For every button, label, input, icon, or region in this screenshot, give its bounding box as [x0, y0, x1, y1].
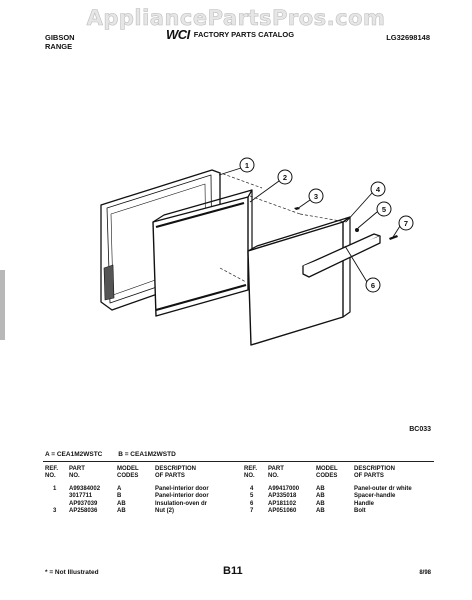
page-number: B11	[223, 565, 243, 577]
table-row: 3 AP258036 AB Nut (2)	[53, 508, 174, 515]
panel-outer-door	[248, 217, 350, 345]
col-desc: DESCRIPTION OF PARTS	[354, 466, 396, 479]
catalog-title-text: FACTORY PARTS CATALOG	[193, 30, 295, 39]
col-ref: REF. NO.	[244, 466, 258, 479]
callout-label: 5	[381, 205, 387, 214]
table-row: 7 AP051060 AB Bolt	[250, 508, 366, 515]
callout-label: 4	[375, 185, 381, 194]
model-key	[45, 451, 176, 458]
watermark-text: AppliancePartsPros.com	[86, 6, 386, 30]
col-part: PART NO.	[268, 466, 284, 479]
parts-table-right	[244, 466, 426, 516]
wci-logo: WCI	[166, 27, 190, 42]
table-header	[45, 466, 225, 480]
brand-name: GIBSON	[45, 33, 75, 42]
table-row: AP937039 AB Insulation-oven dr	[69, 500, 208, 507]
table-header	[244, 466, 426, 480]
table-row: 1 A99384002 A Panel-interior door	[53, 486, 209, 492]
table-row: 3017711 B Panel-interior door	[69, 493, 209, 500]
model-a: A = CEA1M2WSTC	[45, 451, 103, 458]
footnote: * = Not Illustrated	[45, 569, 99, 576]
table-row: 4 A99417000 AB Panel-outer dr white	[250, 486, 412, 492]
callout-label: 6	[370, 281, 376, 290]
col-desc: DESCRIPTION OF PARTS	[155, 466, 197, 479]
table-row: 6 AP181102 AB Handle	[250, 500, 375, 507]
table-row: 5 AP335018 AB Spacer-handle	[250, 493, 396, 500]
page-date: 8/98	[419, 570, 431, 576]
callout-label: 1	[244, 161, 250, 170]
col-model: MODEL CODES	[117, 466, 139, 479]
col-model: MODEL CODES	[316, 466, 338, 479]
model-b: B = CEA1M2WSTD	[118, 451, 176, 458]
catalog-code: LG32698148	[386, 33, 430, 42]
callout-label: 3	[313, 192, 319, 201]
callout-label: 2	[282, 173, 288, 182]
table-top-rule	[43, 461, 434, 462]
col-ref: REF. NO.	[45, 466, 59, 479]
callout-label: 7	[403, 219, 409, 228]
diagram-code: BC033	[409, 426, 431, 433]
col-part: PART NO.	[69, 466, 85, 479]
product-type: RANGE	[45, 42, 73, 51]
parts-table-left	[45, 466, 225, 516]
spacer-part	[355, 228, 359, 232]
